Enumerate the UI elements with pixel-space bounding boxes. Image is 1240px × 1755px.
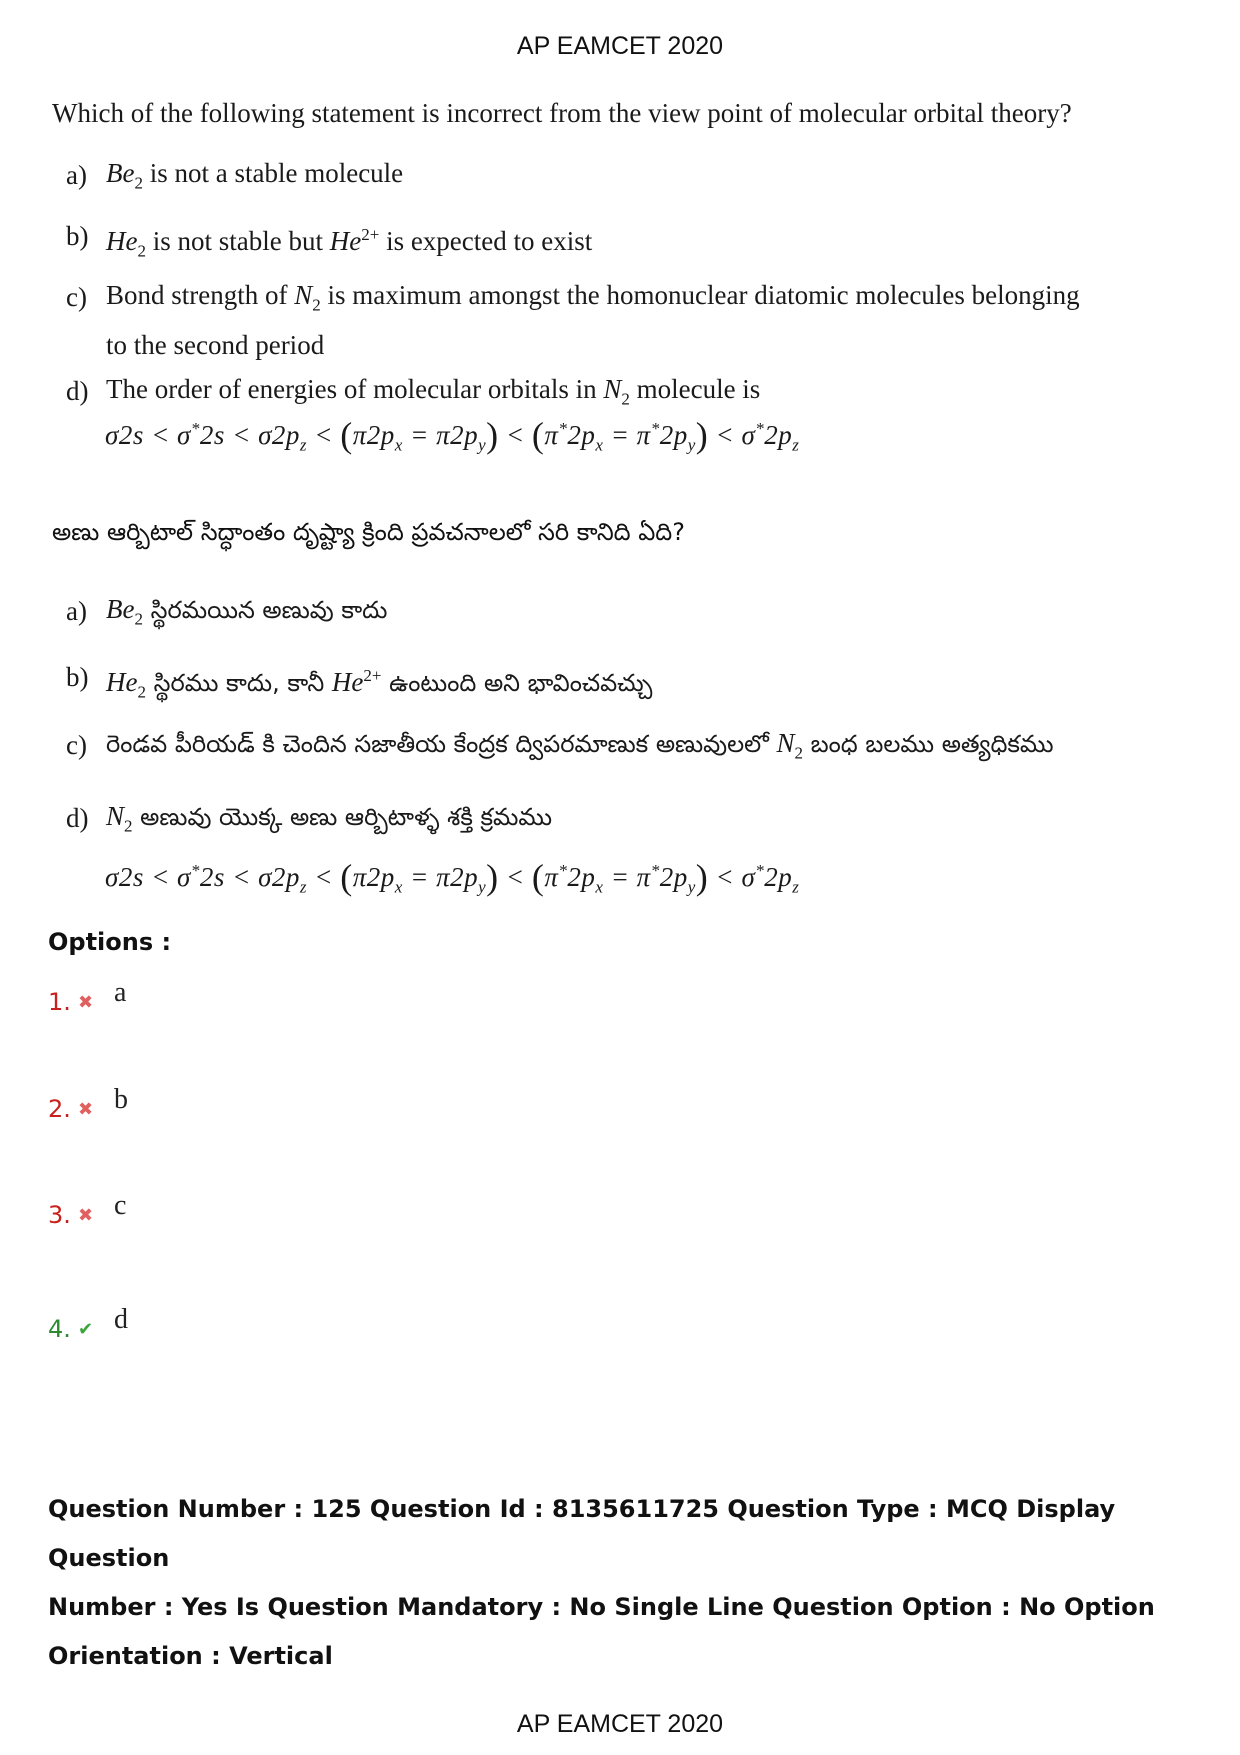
choice-4[interactable]	[48, 1304, 128, 1343]
option-c-telugu: c) రెండవ పీరియడ్ కి చెందిన సజాతీయ కేంద్రక ద్విపరమాణుక అణువులలో $N_2$ బంధ బలము అత్యధికము	[66, 728, 1054, 763]
page-header: AP EAMCET 2020	[516, 32, 724, 60]
question-metadata: Question Number : 125 Question Id : 8135611725 Question Type : MCQ Display Question Number : Yes Is Question Mandatory : No Single Line Question Option : No Option Orientation : Vertical	[48, 1495, 1155, 1670]
choice-number: 3.	[48, 1201, 71, 1229]
option-d-telugu: d) $N_2$ అణువు యొక్క అణు ఆర్బిటాళ్ళ శక్తి క్రమము	[66, 801, 553, 836]
choice-2[interactable]	[48, 1084, 128, 1123]
option-a-telugu: a) $Be_2$ స్థిరమయిన అణువు కాదు	[66, 594, 388, 629]
choice-number: 4.	[48, 1315, 71, 1343]
check-icon: ✔	[78, 1318, 94, 1340]
mo-energy-order-formula-english: $\sigma 2s < \sigma^*2s < \sigma 2p_z < (\pi 2p_x = \pi 2p_y) < (\pi^*2p_x = \pi^*2p_y) < \sigma^*2p_z$	[105, 415, 800, 455]
choice-value: d	[114, 1304, 128, 1335]
choice-number: 1.	[48, 988, 71, 1016]
choice-1[interactable]	[48, 977, 127, 1016]
option-a-english: a) $Be_2$ is not a stable molecule	[66, 158, 404, 193]
options-title: Options :	[48, 928, 172, 956]
question-text-telugu: అణు ఆర్బిటాల్ సిద్ధాంతం దృష్ట్యా క్రింది ప్రవచనాలలో సరి కానిది ఏది?	[52, 518, 685, 546]
choice-number: 2.	[48, 1095, 71, 1123]
option-b-english: b) $He_2$ is not stable but $He^{2+}$ is expected to exist	[66, 221, 593, 261]
option-c-english: c) Bond strength of $N_2$ is maximum amongst the homonuclear diatomic molecules belonging to the second period	[66, 280, 1080, 361]
page-footer: AP EAMCET 2020	[516, 1710, 724, 1738]
option-d-english: d) The order of energies of molecular orbitals in $N_2$ molecule is	[66, 374, 761, 409]
mo-energy-order-formula-telugu: $\sigma 2s < \sigma^*2s < \sigma 2p_z < (\pi 2p_x = \pi 2p_y) < (\pi^*2p_x = \pi^*2p_y) < \sigma^*2p_z$	[105, 857, 800, 897]
question-text-english: Which of the following statement is incorrect from the view point of molecular orbital theory?	[52, 98, 1072, 128]
choice-value: c	[114, 1190, 127, 1221]
cross-icon: ✖	[78, 991, 94, 1013]
choice-3[interactable]	[48, 1190, 127, 1229]
option-b-telugu: b) $He_2$ స్థిరము కాదు, కానీ $He^{2+}$ ఉంటుంది అని భావించవచ్చు	[66, 662, 653, 702]
cross-icon: ✖	[78, 1204, 94, 1226]
cross-icon: ✖	[78, 1098, 94, 1120]
choice-value: a	[114, 977, 127, 1008]
choice-value: b	[114, 1084, 128, 1115]
